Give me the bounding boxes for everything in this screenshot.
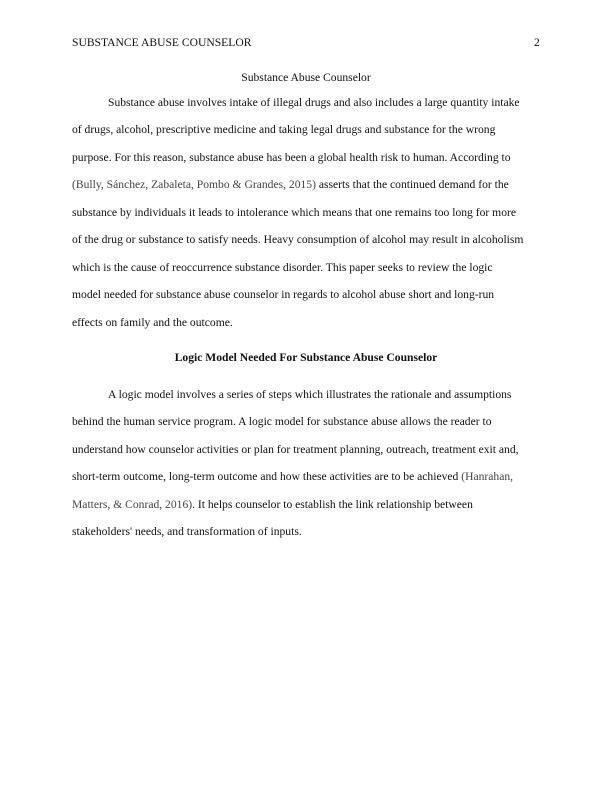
citation: (Bully, Sánchez, Zabaleta, Pombo & Grandes, 2015) — [72, 178, 316, 191]
text-line: substance by individuals it leads to intolerance which means that one remains too long for more — [72, 206, 516, 219]
text-line: Substance abuse involves intake of illegal drugs and also includes a large quantity intake — [108, 96, 520, 109]
text-line: model needed for substance abuse counselor in regards to alcohol abuse short and long-run — [72, 288, 495, 301]
paper-title: Substance Abuse Counselor — [241, 71, 371, 84]
text-span: . It helps counselor to establish the link relationship between — [192, 498, 473, 511]
text-line: purpose. For this reason, substance abuse has been a global health risk to human. According to — [72, 151, 511, 164]
citation: (Hanrahan, — [461, 470, 514, 483]
text-line — [72, 498, 473, 511]
page-number: 2 — [534, 36, 540, 49]
text-line: which is the cause of reoccurrence substance disorder. This paper seeks to review the logic — [72, 261, 493, 274]
text-line: stakeholders' needs, and transformation of inputs. — [72, 525, 302, 538]
text-line: effects on family and the outcome. — [72, 316, 233, 329]
running-head: SUBSTANCE ABUSE COUNSELOR — [72, 36, 252, 49]
text-line: of drugs, alcohol, prescriptive medicine and taking legal drugs and substance for the wrong — [72, 123, 496, 136]
text-line: A logic model involves a series of steps which illustrates the rationale and assumptions — [108, 388, 512, 401]
text-line: understand how counselor activities or plan for treatment planning, outreach, treatment exit and, — [72, 443, 519, 456]
citation: Matters, & Conrad, 2016) — [72, 498, 193, 511]
text-line: behind the human service program. A logic model for substance abuse allows the reader to — [72, 415, 492, 428]
text-line — [72, 178, 509, 191]
section-heading: Logic Model Needed For Substance Abuse Counselor — [174, 351, 438, 364]
text-span: short-term outcome, long-term outcome and how these activities are to be achieved — [72, 470, 462, 483]
text-line — [72, 470, 513, 483]
text-line: of the drug or substance to satisfy needs. Heavy consumption of alcohol may result in alcoholism — [72, 233, 524, 246]
text-span: asserts that the continued demand for the — [315, 178, 509, 191]
